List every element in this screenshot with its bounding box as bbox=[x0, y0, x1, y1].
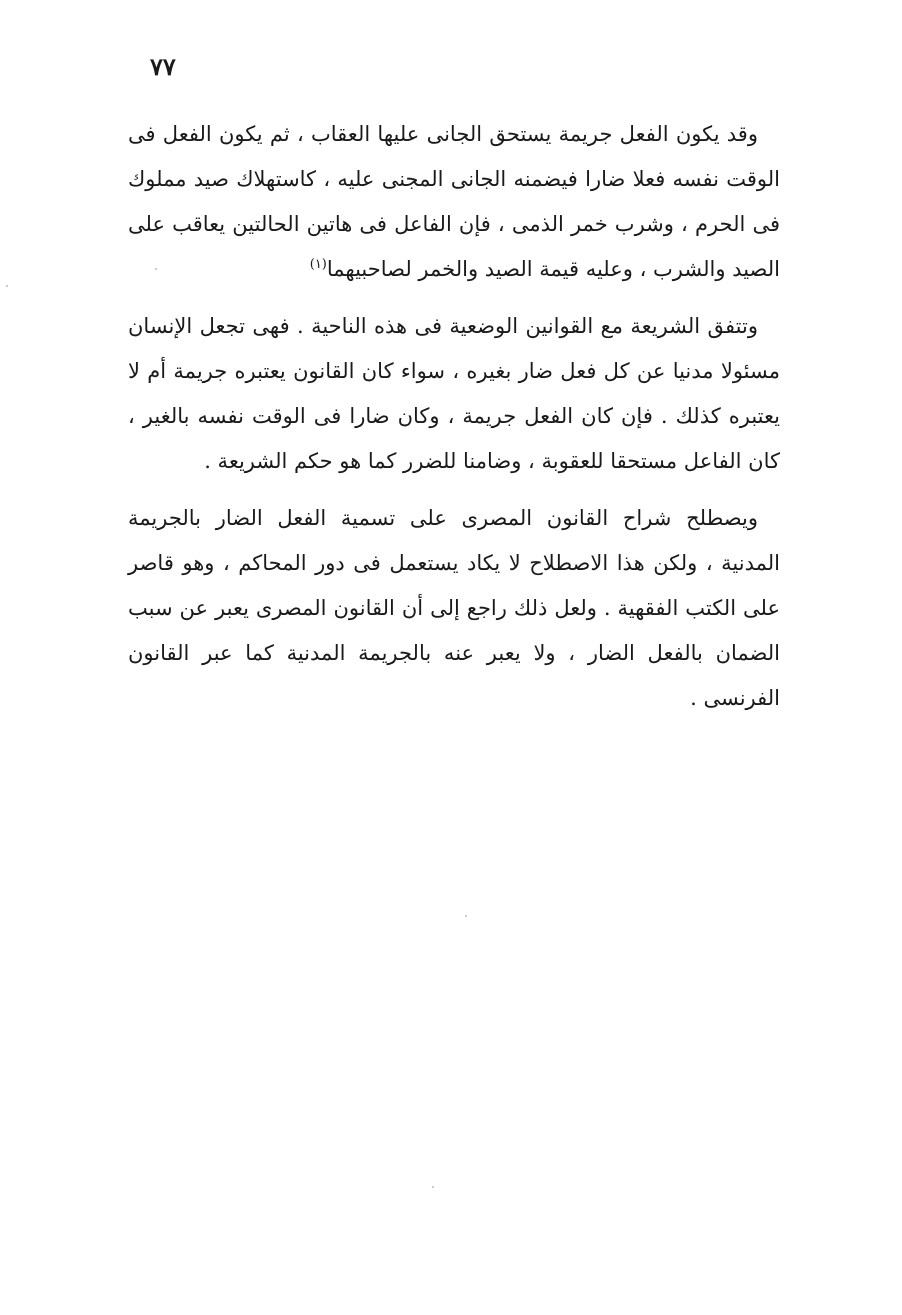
scan-speck bbox=[6, 285, 8, 287]
scan-speck bbox=[155, 268, 157, 270]
scan-speck bbox=[432, 1186, 434, 1188]
paragraph-3: ويصطلح شراح القانون المصرى على تسمية الفعل الضار بالجريمة المدنية ، ولكن هذا الاصطلاح لا يكاد يستعمل فى دور المحاكم ، وهو قاصر على الكتب الفقهية . ولعل ذلك راجع إلى أن القانون المصرى يعبر عن سبب الضمان بالفعل الضار ، ولا يعبر عنه بالجريمة المدنية كما عبر القانون الفرنسى . bbox=[128, 506, 780, 710]
footnote-marker: (١) bbox=[309, 257, 327, 272]
scan-speck bbox=[465, 915, 467, 917]
body-text bbox=[128, 112, 780, 733]
paragraph-1 bbox=[128, 112, 780, 292]
paragraph-2: وتتفق الشريعة مع القوانين الوضعية فى هذه الناحية . فهى تجعل الإنسان مسئولا مدنيا عن كل فعل ضار بغيره ، سواء كان القانون يعتبره جريمة أم لا يعتبره كذلك . فإن كان الفعل جريمة ، وكان ضارا فى الوقت نفسه بالغير ، كان الفاعل مستحقا للعقوبة ، وضامنا للضرر كما هو حكم الشريعة . bbox=[128, 314, 780, 473]
page-number: ٧٧ bbox=[150, 52, 176, 81]
paragraph-1-text: وقد يكون الفعل جريمة يستحق الجانى عليها العقاب ، ثم يكون الفعل فى الوقت نفسه فعلا ضارا فيضمنه الجانى المجنى عليه ، كاستهلاك صيد مملوك فى الحرم ، وشرب خمر الذمى ، فإن الفاعل فى هاتين الحالتين يعاقب على الصيد والشرب ، وعليه قيمة الصيد والخمر لصاحبيهما bbox=[128, 122, 780, 281]
